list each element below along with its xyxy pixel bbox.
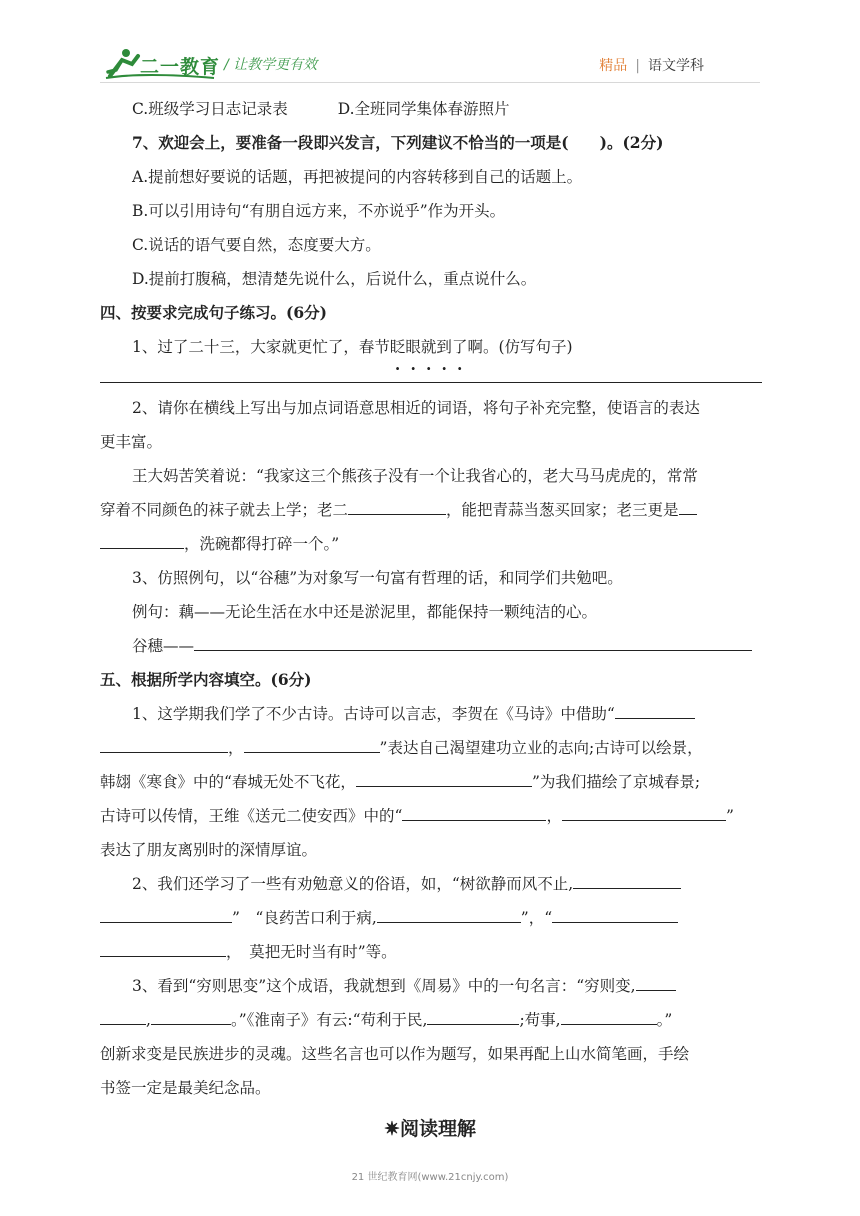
s5q1-line-5: 表达了朋友离别时的深情厚谊。 — [100, 841, 318, 859]
blank-suyu-1[interactable] — [573, 868, 681, 889]
dotted-word — [390, 338, 468, 356]
s4q1-text: 1、过了二十三，大家就更忙了，春节 — [132, 338, 390, 356]
s4q3-answer — [100, 629, 762, 663]
logo-text: 二一教育 — [140, 56, 221, 78]
slogan: / 让教学更有效 — [224, 57, 318, 73]
s4q2-text-b: ，能把青蒜当葱买回家；老三更是 — [446, 501, 679, 519]
s5q2-text: 2、我们还学习了一些有劝勉意义的俗语，如，“树欲静而风不止, — [132, 875, 574, 893]
reading-section-title: ✷阅读理解 — [384, 1118, 476, 1140]
s5q1-text-c: ”为我们描绘了京城春景; — [531, 773, 701, 791]
s4q2-text-c: ，洗碗都得打碎一个。” — [184, 535, 340, 553]
document-body — [100, 92, 762, 1105]
s5q2-text-d: ， 莫把无时当有时”等。 — [226, 943, 397, 961]
q7-option-d: D.提前打腹稿，想清楚先说什么，后说什么，重点说什么。 — [132, 270, 537, 288]
blank-laosan-cont[interactable] — [100, 528, 184, 549]
option-c: C.班级学习日志记录表 — [132, 100, 288, 118]
s5q2-line-2 — [100, 901, 762, 935]
s4q2-text-a: 穿着不同颜色的袜子就去上学；老二 — [100, 501, 349, 519]
s5-question-3 — [100, 969, 762, 1003]
blank-zhouyi-1b[interactable] — [100, 1004, 146, 1025]
s4-question-2-cont: 更丰富。 — [100, 433, 163, 451]
s4q1-suffix: 啊。(仿写句子) — [467, 338, 573, 356]
s4-question-2: 2、请你在横线上写出与加点词语意思相近的词语，将句子补充完整，使语言的表达 — [132, 399, 700, 417]
s5q1-comma-2: ， — [546, 807, 562, 825]
blank-hanshi[interactable] — [356, 766, 532, 787]
s4q2-passage-3 — [100, 527, 762, 561]
s5-question-1 — [100, 697, 762, 731]
s5q3-line-3: 创新求变是民族进步的灵魂。这些名言也可以作为题写，如果再配上山水简笔画，手绘 — [100, 1045, 690, 1063]
s5q3-line-4: 书签一定是最美纪念品。 — [100, 1079, 271, 1097]
dotted-char: 了 — [451, 338, 468, 356]
s5-question-2 — [100, 867, 762, 901]
s5q1-line-2 — [100, 731, 762, 765]
section-5-heading: 五、根据所学内容填空。(6分) — [100, 670, 312, 689]
s4q2-passage-1: 王大妈苦笑着说：“我家这三个熊孩子没有一个让我省心的，老大马马虎虎的，常常 — [132, 467, 698, 485]
s5q1-line-4 — [100, 799, 762, 833]
s5q3-comma: , — [146, 1011, 151, 1029]
s5q3-huainanzi: 。”《淮南子》有云:“苟利于民, — [230, 1011, 428, 1029]
option-d: D.全班同学集体春游照片 — [337, 100, 510, 118]
s5q2-text-b: ” “良药苦口利于病, — [232, 909, 377, 927]
header-right — [599, 55, 704, 75]
s5q1-text: 1、这学期我们学了不少古诗。古诗可以言志，李贺在《马诗》中借助“ — [132, 705, 615, 723]
dotted-char: 到 — [436, 338, 452, 356]
blank-laoer[interactable] — [348, 494, 446, 515]
s5q3-line-2 — [100, 1003, 762, 1037]
s5q2-text-c: ”，“ — [520, 909, 553, 927]
blank-laosan[interactable] — [679, 494, 697, 515]
blank-huainanzi-2[interactable] — [561, 1004, 657, 1025]
subject-label: 语文学科 — [648, 58, 704, 74]
q6-options-cd — [100, 92, 762, 126]
blank-huainanzi-1[interactable] — [427, 1004, 519, 1025]
question-7: 7、欢迎会上，要准备一段即兴发言，下列建议不恰当的一项是( )。(2分) — [132, 133, 664, 152]
s4q3-prompt: 谷穗—— — [132, 637, 195, 655]
blank-songyuaner-2[interactable] — [562, 800, 726, 821]
s4q2-passage-2 — [100, 493, 762, 527]
q7-option-c: C.说话的语气要自然，态度要大方。 — [132, 236, 381, 254]
q7-option-b: B.可以引用诗句“有朋自远方来，不亦说乎”作为开头。 — [132, 202, 506, 220]
blank-mashi-1b[interactable] — [100, 732, 228, 753]
blank-zhouyi-2[interactable] — [151, 1004, 231, 1025]
s5q2-line-3 — [100, 935, 762, 969]
dotted-char: 就 — [420, 338, 437, 356]
blank-suyu-1b[interactable] — [100, 902, 232, 923]
header-rule — [100, 82, 760, 83]
s5q1-line-3 — [100, 765, 762, 799]
s5q3-end: 。” — [656, 1011, 673, 1029]
s5q3-text: 3、看到“穷则思变”这个成语，我就想到《周易》中的一句名言：“穷则变, — [132, 977, 636, 995]
s4-question-3: 3、仿照例句，以“谷穗”为对象写一句富有哲理的话，和同学们共勉吧。 — [132, 569, 623, 587]
dotted-char: 眨 — [389, 338, 406, 356]
s5q1-comma: ， — [228, 739, 244, 757]
s5q1-text-b: ”表达自己渴望建功立业的志向;古诗可以绘景， — [379, 739, 703, 757]
blank-suyu-2[interactable] — [377, 902, 521, 923]
header-divider: | — [635, 58, 640, 74]
s5q1-quote-close: ” — [725, 807, 734, 825]
s5q1-wangwei: 古诗可以传情，王维《送元二使安西》中的“ — [100, 807, 403, 825]
s5q1-hanshi: 韩翃《寒食》中的“春城无处不飞花， — [100, 773, 356, 791]
quality-badge: 精品 — [599, 58, 628, 74]
section-4-heading: 四、按要求完成句子练习。(6分) — [100, 303, 327, 322]
blank-mashi-1[interactable] — [615, 698, 695, 719]
page-header — [0, 0, 860, 90]
blank-suyu-3[interactable] — [552, 902, 678, 923]
blank-mashi-2[interactable] — [244, 732, 380, 753]
q7-option-a: A.提前想好要说的话题，再把被提问的内容转移到自己的话题上。 — [132, 168, 583, 186]
page-footer: 21 世纪教育网(www.21cnjy.com) — [351, 1172, 509, 1183]
s5q3-goushi: ;苟事, — [519, 1011, 561, 1029]
blank-songyuaner-1[interactable] — [402, 800, 546, 821]
blank-suyu-3b[interactable] — [100, 936, 226, 957]
dotted-char: 眼 — [405, 338, 421, 356]
s4-question-1 — [100, 330, 762, 364]
s4q3-example: 例句：藕——无论生活在水中还是淤泥里，都能保持一颗纯洁的心。 — [132, 603, 598, 621]
blank-zhouyi-1[interactable] — [636, 970, 676, 991]
blank-gusui[interactable] — [194, 630, 752, 651]
